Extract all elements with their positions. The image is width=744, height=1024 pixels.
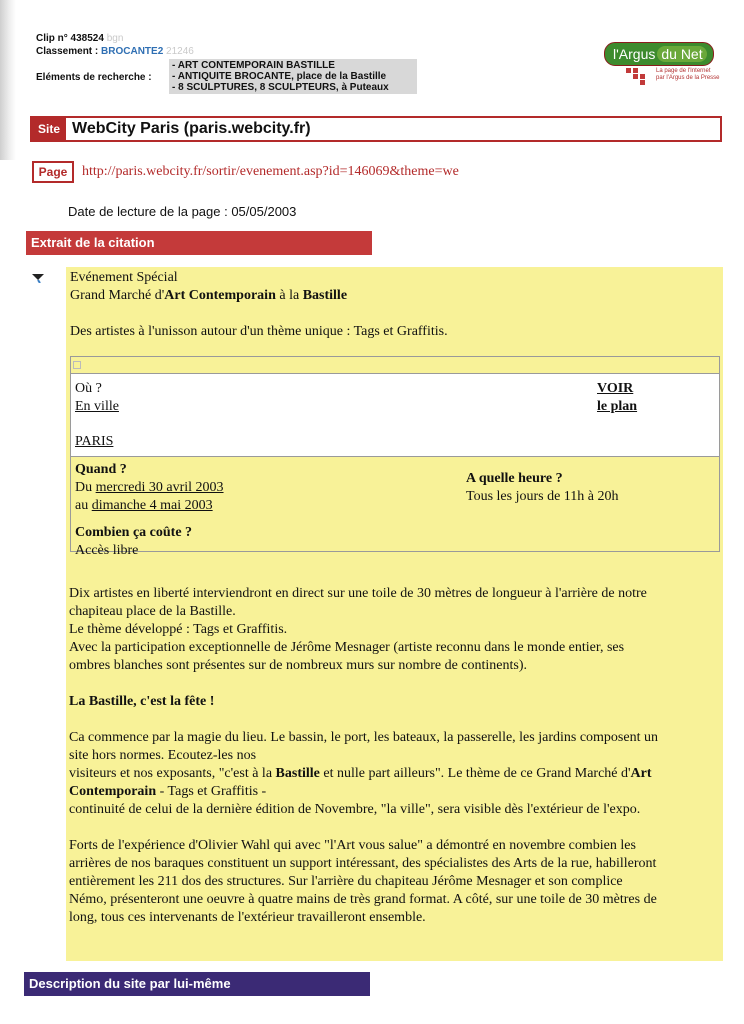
price-value: Accès libre [75,543,139,558]
argus-logo [604,42,722,88]
map-link[interactable]: VOIR le plan [597,381,638,414]
city-link[interactable]: PARIS [75,434,114,449]
read-date: Date de lecture de la page : 05/05/2003 [68,204,297,219]
where-label: Où ? [75,381,102,396]
arrow-bullet-icon [31,273,45,283]
event-category: Evénement Spécial [70,270,178,285]
clip-number: Clip n° 438524 bgn [36,33,124,44]
event-info-box [70,356,720,558]
hour-label: A quelle heure ? [466,471,563,486]
scan-edge [0,0,16,160]
page-url-link[interactable]: http://paris.webcity.fr/sortir/evenement.asp?id=146069&theme=we [82,164,459,179]
section-extrait: Extrait de la citation [26,231,372,255]
event-title: Grand Marché d'Art Contemporain à la Bastille [70,288,348,303]
logo-tagline: La page de l'Internet par l'Argus de la Presse [656,68,720,81]
paragraph-bastille: Ca commence par la magie du lieu. Le bassin, le port, les bateaux, la passerelle, les jardins composent un site hors normes. Ecoutez-les nos visiteurs et nos exposants, "c'est à la Bastille et nulle part ailleurs". Le thème de ce Grand Marché d'Art Contemporain - Tags et Graffitis - continuité de celui de la dernière édition de Novembre, "la ville", sera visible dès l'extérieur de l'expo. [69,730,658,817]
search-term: - ANTIQUITE BROCANTE, place de la Bastille [172,71,387,82]
hour-value: Tous les jours de 11h à 20h [466,489,619,504]
paragraph-wahl: Forts de l'expérience d'Olivier Wahl qui avec "l'Art vous salue" a démontré en novembre combien les arrières de nos baraques constituent un support intéressant, des spécialistes des Arts de la rue, habilleront entièrement les 211 dos des structures. Sur l'arrière du chapiteau Jérôme Mesnager et son complice Némo, présenteront une oeuvre à quatre mains de très grand format. A côté, sur une toile de 30 mètres de long, tous ces intervenants de l'extérieur travailleront ensemble. [69,838,657,925]
site-tag: Site [32,118,66,140]
event-subtitle: Des artistes à l'unisson autour d'un thème unique : Tags et Graffitis. [70,324,448,339]
section-description: Description du site par lui-même [24,972,370,996]
where-link[interactable]: En ville [75,399,119,414]
broken-image-icon [73,361,81,369]
site-name: WebCity Paris (paris.webcity.fr) [72,120,311,137]
citation-excerpt [66,267,723,961]
heading-bastille: La Bastille, c'est la fête ! [69,694,215,709]
when-to: au dimanche 4 mai 2003 [75,498,213,513]
from-date-link[interactable]: mercredi 30 avril 2003 [95,480,224,495]
price-label: Combien ça coûte ? [75,525,193,540]
search-label: Eléments de recherche : [36,72,152,83]
logo-wordmark: l'Argus du Net [604,42,714,66]
search-terms [169,59,417,94]
search-term: - 8 SCULPTURES, 8 SCULPTEURS, à Puteaux [172,82,389,93]
page-tag: Page [32,161,74,183]
search-term: - ART CONTEMPORAIN BASTILLE [172,60,335,71]
paragraph-intro: Dix artistes en liberté interviendront en direct sur une toile de 30 mètres de longueur à l'arrière de notre chapiteau place de la Bastille. Le thème développé : Tags et Graffitis. Avec la participation exceptionnelle de Jérôme Mesnager (artiste reconnu dans le monde entier, ses ombres blanches sont présentes sur de nombreux murs sur nombre de continents). [69,586,647,673]
location-panel [71,373,719,457]
to-date-link[interactable]: dimanche 4 mai 2003 [91,498,213,513]
site-bar [30,116,722,142]
when-label: Quand ? [75,462,127,477]
classement: Classement : BROCANTE2 21246 [36,46,194,57]
when-from: Du mercredi 30 avril 2003 [75,480,224,495]
